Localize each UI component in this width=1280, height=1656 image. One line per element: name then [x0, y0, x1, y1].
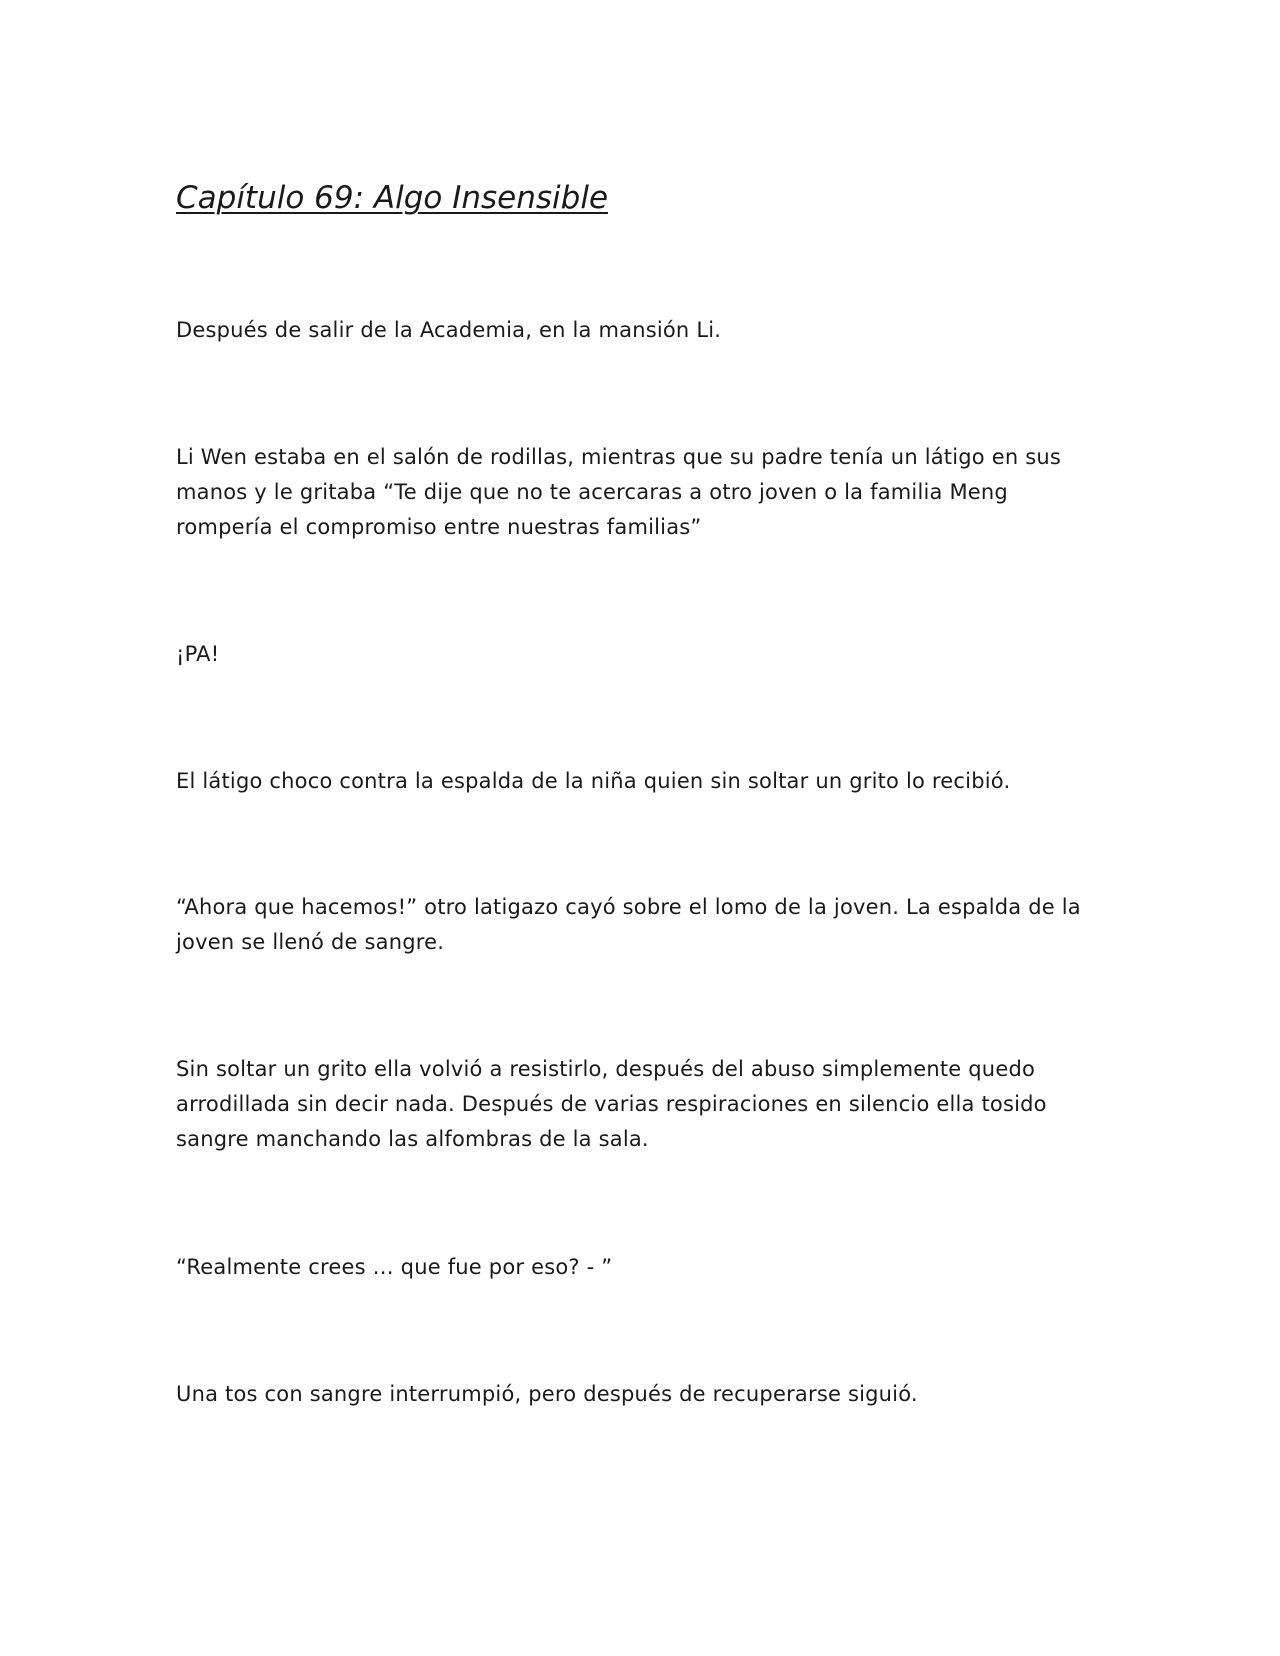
paragraph: [176, 637, 1076, 672]
paragraph: [176, 764, 1076, 799]
paragraph: [176, 313, 1076, 348]
paragraph: [176, 440, 1076, 545]
text-line: Sin soltar un grito ella volvió a resistirlo, después del abuso simplemente quedo: [176, 1057, 1036, 1081]
text-line: Una tos con sangre interrumpió, pero después de recuperarse siguió.: [176, 1382, 918, 1406]
text-line: “Realmente crees … que fue por eso? - ”: [176, 1255, 613, 1279]
text-line: ¡PA!: [176, 642, 220, 666]
text-line: arrodillada sin decir nada. Después de varias respiraciones en silencio ella tosido: [176, 1092, 1047, 1116]
text-line: Después de salir de la Academia, en la mansión Li.: [176, 318, 722, 342]
text-line: manos y le gritaba “Te dije que no te acercaras a otro joven o la familia Meng: [176, 480, 1008, 504]
text-line: rompería el compromiso entre nuestras familias”: [176, 515, 702, 539]
paragraph: [176, 890, 1081, 960]
text-line: Li Wen estaba en el salón de rodillas, mientras que su padre tenía un látigo en sus: [176, 445, 1062, 469]
text-line: “Ahora que hacemos!” otro latigazo cayó sobre el lomo de la joven. La espalda de la: [176, 895, 1081, 919]
paragraph: [176, 1250, 1076, 1285]
paragraph: [176, 1377, 1076, 1412]
paragraph: [176, 1052, 1076, 1157]
text-line: El látigo choco contra la espalda de la niña quien sin soltar un grito lo recibió.: [176, 769, 1011, 793]
text-line: joven se llenó de sangre.: [176, 930, 445, 954]
chapter-title: Capítulo 69: Algo Insensible: [176, 180, 609, 216]
text-line: sangre manchando las alfombras de la sala.: [176, 1127, 649, 1151]
